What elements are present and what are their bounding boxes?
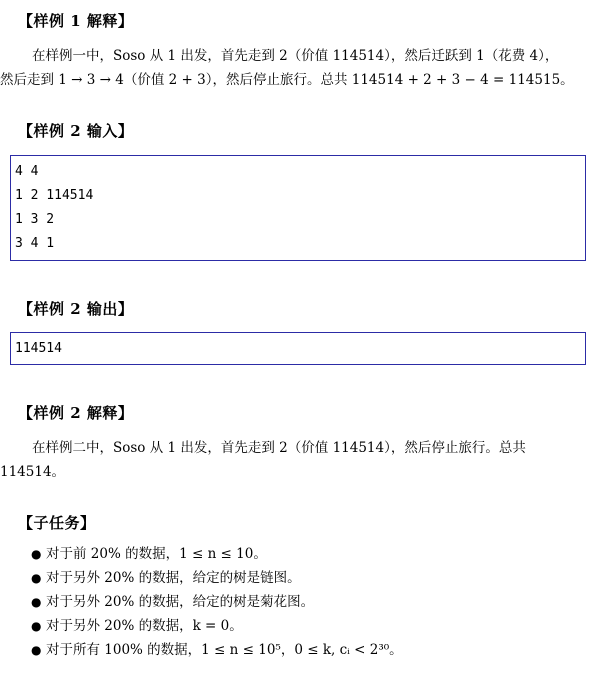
subtask-text: 对于另外 20% 的数据，k = 0。 bbox=[46, 618, 243, 634]
sample2-input-box bbox=[10, 155, 586, 261]
sample2-explain-text bbox=[0, 436, 590, 484]
bullet-icon: ● bbox=[31, 571, 42, 585]
subtask-item bbox=[0, 614, 403, 638]
subtasks-heading: 【子任务】 bbox=[18, 514, 96, 532]
subtask-text: 对于另外 20% 的数据，给定的树是菊花图。 bbox=[46, 594, 315, 610]
sample2-output-line: 114514 bbox=[15, 341, 62, 356]
subtask-item bbox=[0, 542, 403, 566]
sample1-explain-line2: 然后走到 1 → 3 → 4（价值 2 + 3），然后停止旅行。总共 114514 + 2 + 3 − 4 = 114515。 bbox=[0, 72, 574, 88]
subtask-item bbox=[0, 638, 403, 662]
sample2-input-line: 1 2 114514 bbox=[15, 188, 94, 203]
bullet-icon: ● bbox=[31, 547, 42, 561]
bullet-icon: ● bbox=[31, 643, 42, 657]
sample2-input-line: 1 3 2 bbox=[15, 212, 55, 227]
sample2-input-heading: 【样例 2 输入】 bbox=[18, 122, 134, 140]
sample2-explain-heading: 【样例 2 解释】 bbox=[18, 404, 134, 422]
subtask-item bbox=[0, 566, 403, 590]
bullet-icon: ● bbox=[31, 619, 42, 633]
subtask-item bbox=[0, 590, 403, 614]
sample1-explain-heading: 【样例 1 解释】 bbox=[18, 12, 134, 30]
subtask-text: 对于所有 100% 的数据，1 ≤ n ≤ 10⁵，0 ≤ k, cᵢ < 2³⁰。 bbox=[46, 642, 403, 658]
sample2-input-line: 3 4 1 bbox=[15, 236, 55, 251]
sample2-explain-line2: 114514。 bbox=[0, 464, 66, 480]
sample2-output-box bbox=[10, 332, 586, 365]
sample2-input-line: 4 4 bbox=[15, 164, 39, 179]
sample1-explain-text bbox=[0, 44, 590, 92]
sample2-output-heading: 【样例 2 输出】 bbox=[18, 300, 134, 318]
subtask-text: 对于前 20% 的数据，1 ≤ n ≤ 10。 bbox=[46, 546, 267, 562]
sample2-explain-line1: 在样例二中，Soso 从 1 出发，首先走到 2（价值 114514），然后停止旅行。总共 bbox=[32, 440, 526, 456]
bullet-icon: ● bbox=[31, 595, 42, 609]
subtask-text: 对于另外 20% 的数据，给定的树是链图。 bbox=[46, 570, 301, 586]
sample1-explain-line1: 在样例一中，Soso 从 1 出发，首先走到 2（价值 114514），然后迁跃到 1（花费 4）， bbox=[32, 48, 559, 64]
subtask-list bbox=[0, 542, 403, 662]
